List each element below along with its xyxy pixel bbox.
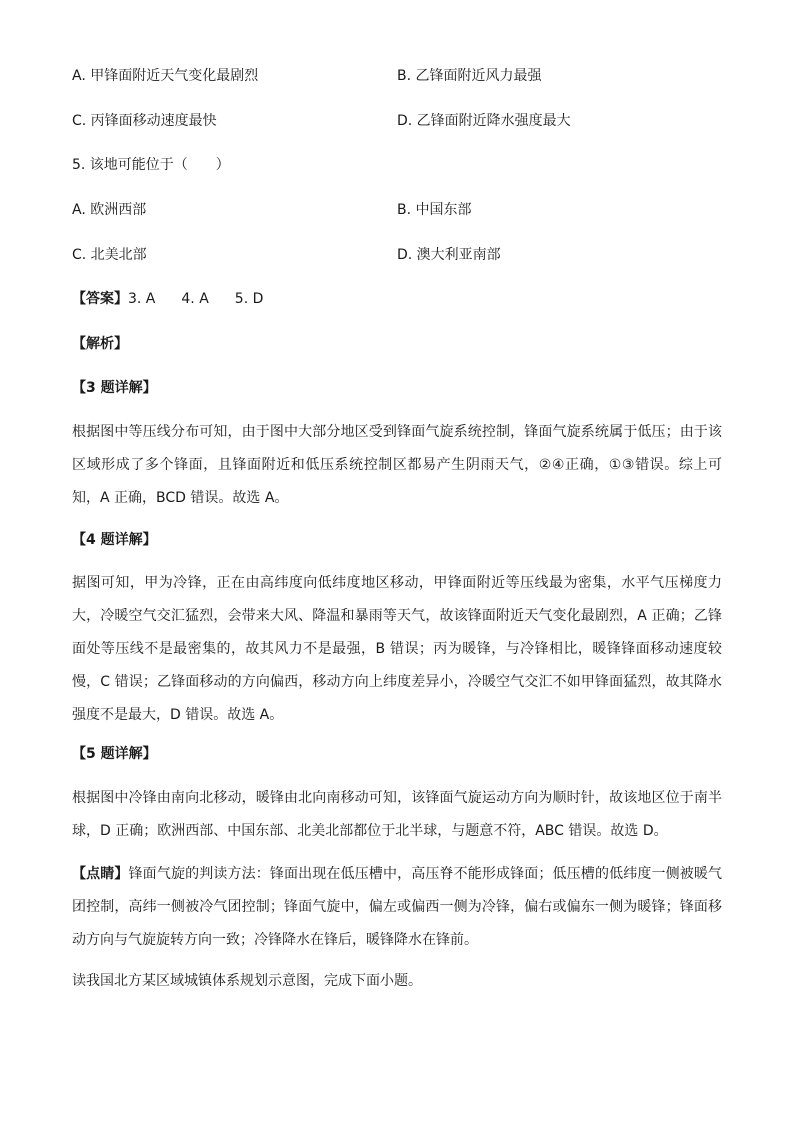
q5-option-c: C. 北美北部 [72,247,147,263]
tip-text: 锋面气旋的判读方法：锋面出现在低压槽中，高压脊不能形成锋面；低压槽的低纬度一侧被暖气团控制，高纬一侧被冷气团控制；锋面气旋中，偏左或偏西一侧为冷锋，偏右或偏东一侧为暖锋；锋面移动方向与气旋旋转方向一致；冷锋降水在锋后，暖锋降水在锋前。 [72,866,723,948]
answer-label: 【答案】 [72,291,128,307]
next-question-prompt: 读我国北方某区域城镇体系规划示意图，完成下面小题。 [72,973,422,989]
detail4-label: 【4 题详解】 [72,532,157,548]
q5-option-b: B. 中国东部 [397,202,472,218]
detail5-text: 根据图中冷锋由南向北移动，暖锋由北向南移动可知，该锋面气旋运动方向为顺时针，故该地区位于南半球，D 正确；欧洲西部、中国东部、北美北部都位于北半球，与题意不符，ABC 错误。故选 D。 [72,790,722,839]
q4-option-b: B. 乙锋面附近风力最强 [397,68,542,84]
answer-line [72,289,263,309]
q5-option-d: D. 澳大利亚南部 [397,247,501,263]
q5-stem: 5. 该地可能位于（ ） [72,157,230,173]
detail3-label: 【3 题详解】 [72,380,157,396]
q4-option-c: C. 丙锋面移动速度最快 [72,113,217,129]
tip-label: 【点睛】 [72,866,129,882]
detail5-label: 【5 题详解】 [72,746,157,762]
tip-paragraph [72,858,722,957]
analysis-label: 【解析】 [72,336,128,352]
answer-4: 4. A [181,291,209,307]
q4-option-d: D. 乙锋面附近降水强度最大 [397,113,571,129]
q4-option-a: A. 甲锋面附近天气变化最剧烈 [72,68,259,84]
detail4-text: 据图可知，甲为冷锋，正在由高纬度向低纬度地区移动，甲锋面附近等压线最为密集，水平气压梯度力大，冷暖空气交汇猛烈，会带来大风、降温和暴雨等天气，故该锋面附近天气变化最剧烈，A 正确；乙锋面处等压线不是最密集的，故其风力不是最强，B 错误；丙为暖锋，与冷锋相比，暖锋锋面移动速度较慢，C 错误；乙锋面移动的方向偏西，移动方向上纬度差异小，冷暖空气交汇不如甲锋面猛烈，故其降水强度不是最大，D 错误。故选 A。 [72,575,722,723]
answer-5: 5. D [234,291,264,307]
answer-3: 3. A [128,291,156,307]
q5-option-a: A. 欧洲西部 [72,202,147,218]
detail3-text: 根据图中等压线分布可知，由于图中大部分地区受到锋面气旋系统控制，锋面气旋系统属于低压；由于该区域形成了多个锋面，且锋面附近和低压系统控制区都易产生阴雨天气，②④正确，①③错误。综上可知，A 正确，BCD 错误。故选 A。 [72,424,722,506]
